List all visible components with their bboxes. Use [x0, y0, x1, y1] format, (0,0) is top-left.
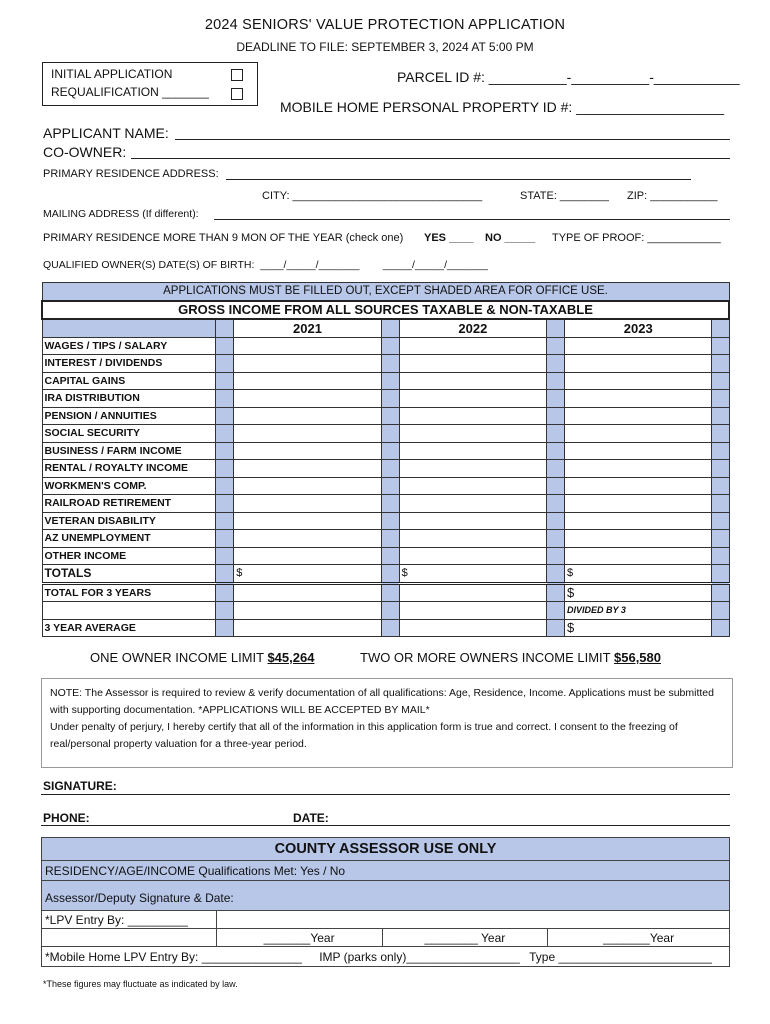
note-requirements: NOTE: The Assessor is required to review & verify documentation of all qualifications: Age, Residence, Income. Applications must be submitted with supporting documentation. *APPLICATIONS WILL BE ACCEPTED BY MAIL* [50, 687, 714, 716]
one-owner-limit-value: $45,264 [267, 650, 315, 665]
income-cell-2022[interactable] [399, 512, 546, 530]
year-2021-header: 2021 [234, 319, 381, 337]
mobile-home-id-field[interactable]: MOBILE HOME PERSONAL PROPERTY ID #: ___________________ [280, 99, 725, 115]
proof-type-field[interactable]: TYPE OF PROOF: ____________ [552, 232, 721, 244]
income-cell-2023[interactable] [565, 512, 712, 530]
income-row-label: VETERAN DISABILITY [42, 512, 216, 530]
income-row [42, 425, 729, 443]
three-year-average-label: 3 YEAR AVERAGE [42, 619, 216, 637]
income-cell-2023[interactable] [565, 355, 712, 373]
one-owner-limit-label: ONE OWNER INCOME LIMIT [90, 650, 264, 665]
year-field-3[interactable]: _______Year [548, 929, 730, 947]
office-use-notice: APPLICATIONS MUST BE FILLED OUT, EXCEPT SHADED AREA FOR OFFICE USE. [42, 283, 729, 301]
mobile-home-lpv-row [42, 947, 730, 967]
phone-label: PHONE: [43, 811, 90, 825]
income-cell-2022[interactable] [399, 530, 546, 548]
income-row [42, 530, 729, 548]
phone-date-line[interactable] [41, 825, 730, 826]
divided-by-three-label: DIVIDED BY 3 [565, 602, 712, 620]
co-owner-line[interactable] [131, 158, 730, 159]
total-2022-cell[interactable]: $ [399, 565, 546, 584]
date-of-birth-fields[interactable]: QUALIFIED OWNER(S) DATE(S) OF BIRTH: ____/_____/_______ _____/_____/_______ [43, 259, 488, 271]
income-row [42, 390, 729, 408]
income-row-label: SOCIAL SECURITY [42, 425, 216, 443]
mobile-home-lpv-entry[interactable]: *Mobile Home LPV Entry By: _______________ [45, 949, 302, 964]
total-three-years-cell[interactable]: $ [565, 583, 712, 602]
year-2022-header: 2022 [399, 319, 546, 337]
income-cell-2022[interactable] [399, 372, 546, 390]
income-row [42, 547, 729, 565]
mailing-address-line[interactable] [214, 219, 730, 220]
income-cell-2022[interactable] [399, 355, 546, 373]
income-row-label: RAILROAD RETIREMENT [42, 495, 216, 513]
income-cell-2023[interactable] [565, 407, 712, 425]
income-row-label: IRA DISTRIBUTION [42, 390, 216, 408]
residence-months-label: PRIMARY RESIDENCE MORE THAN 9 MON OF THE YEAR (check one) [43, 232, 404, 244]
date-label: DATE: [293, 811, 329, 825]
income-cell-2022[interactable] [399, 547, 546, 565]
assessor-note [41, 678, 733, 768]
year-field-2[interactable]: ________ Year [382, 929, 548, 947]
parcel-id-field[interactable]: PARCEL ID #: __________-__________-___________ [397, 69, 740, 85]
deadline-text: DEADLINE TO FILE: SEPTEMBER 3, 2024 AT 5:00 PM [236, 40, 534, 54]
income-row-label: BUSINESS / FARM INCOME [42, 442, 216, 460]
income-cell-2023[interactable] [565, 337, 712, 355]
county-assessor-heading: COUNTY ASSESSOR USE ONLY [42, 838, 730, 861]
income-cell-2023[interactable] [565, 372, 712, 390]
applicant-name-line[interactable] [175, 139, 730, 140]
income-cell-2022[interactable] [399, 390, 546, 408]
income-cell-2021[interactable] [234, 425, 381, 443]
income-cell-2021[interactable] [234, 512, 381, 530]
income-row-label: INTEREST / DIVIDENDS [42, 355, 216, 373]
income-row [42, 477, 729, 495]
income-row [42, 337, 729, 355]
income-cell-2021[interactable] [234, 390, 381, 408]
income-row-label: WORKMEN'S COMP. [42, 477, 216, 495]
county-assessor-table [41, 837, 730, 967]
year-field-1[interactable]: _______Year [216, 929, 382, 947]
income-cell-2022[interactable] [399, 442, 546, 460]
income-cell-2023[interactable] [565, 390, 712, 408]
total-2021-cell[interactable]: $ [234, 565, 381, 584]
income-cell-2023[interactable] [565, 530, 712, 548]
three-year-average-cell[interactable]: $ [565, 619, 712, 637]
imp-parks-only[interactable]: IMP (parks only)_________________ [319, 949, 520, 964]
income-cell-2023[interactable] [565, 495, 712, 513]
income-row-label: AZ UNEMPLOYMENT [42, 530, 216, 548]
income-cell-2021[interactable] [234, 372, 381, 390]
city-field[interactable]: CITY: _______________________________ [262, 190, 483, 202]
signature-line[interactable] [41, 794, 730, 795]
income-row-label: RENTAL / ROYALTY INCOME [42, 460, 216, 478]
applicant-name-label: APPLICANT NAME: [43, 125, 169, 141]
income-cell-2022[interactable] [399, 425, 546, 443]
income-row-label: PENSION / ANNUITIES [42, 407, 216, 425]
year-2023-header: 2023 [565, 319, 712, 337]
lpv-entry-by[interactable]: *LPV Entry By: _________ [42, 911, 217, 929]
income-row-label: CAPITAL GAINS [42, 372, 216, 390]
two-owner-limit [360, 650, 661, 665]
total-2023-cell[interactable]: $ [565, 565, 712, 584]
income-cell-2023[interactable] [565, 460, 712, 478]
initial-application-checkbox[interactable] [231, 69, 243, 81]
income-cell-2021[interactable] [234, 547, 381, 565]
income-row [42, 512, 729, 530]
income-cell-2021[interactable] [234, 495, 381, 513]
income-cell-2021[interactable] [234, 460, 381, 478]
one-owner-limit [90, 650, 314, 665]
income-cell-2021[interactable] [234, 530, 381, 548]
income-cell-2023[interactable] [565, 477, 712, 495]
mailing-address-label: MAILING ADDRESS (If different): [43, 208, 199, 220]
two-owner-limit-value: $56,580 [614, 650, 661, 665]
type-field[interactable]: Type _______________________ [529, 949, 712, 964]
note-perjury: Under penalty of perjury, I hereby certify that all of the information in this application form is true and correct. I consent to the freezing of real/personal property valuation for a three-year period. [50, 721, 678, 750]
income-cell-2021[interactable] [234, 355, 381, 373]
income-row [42, 355, 729, 373]
income-row-label: WAGES / TIPS / SALARY [42, 337, 216, 355]
primary-address-label: PRIMARY RESIDENCE ADDRESS: [43, 168, 219, 180]
income-row [42, 407, 729, 425]
primary-address-line[interactable] [226, 179, 691, 180]
income-cell-2021[interactable] [234, 477, 381, 495]
income-cell-2023[interactable] [565, 442, 712, 460]
income-row [42, 460, 729, 478]
assessor-signature[interactable]: Assessor/Deputy Signature & Date: [42, 881, 730, 911]
zip-field[interactable]: ZIP: ___________ [627, 190, 718, 202]
residence-no-option[interactable]: NO _____ [485, 232, 536, 244]
total-three-years-label: TOTAL FOR 3 YEARS [42, 583, 216, 602]
requalification-label: REQUALIFICATION _______ [51, 85, 209, 99]
income-row [42, 442, 729, 460]
income-cell-2021[interactable] [234, 337, 381, 355]
state-field[interactable]: STATE: ________ [520, 190, 609, 202]
gross-income-heading: GROSS INCOME FROM ALL SOURCES TAXABLE & NON-TAXABLE [42, 301, 729, 320]
totals-label: TOTALS [42, 565, 216, 584]
form-title: 2024 SENIORS' VALUE PROTECTION APPLICATION [204, 17, 566, 33]
income-cell-2022[interactable] [399, 460, 546, 478]
qualifications-met[interactable]: RESIDENCY/AGE/INCOME Qualifications Met: Yes / No [42, 861, 730, 881]
income-row-label: OTHER INCOME [42, 547, 216, 565]
signature-label: SIGNATURE: [43, 779, 117, 793]
income-cell-2023[interactable] [565, 547, 712, 565]
requalification-checkbox[interactable] [231, 88, 243, 100]
income-cell-2022[interactable] [399, 337, 546, 355]
co-owner-label: CO-OWNER: [43, 144, 127, 160]
income-cell-2023[interactable] [565, 425, 712, 443]
income-cell-2022[interactable] [399, 495, 546, 513]
income-cell-2021[interactable] [234, 407, 381, 425]
initial-application-label: INITIAL APPLICATION [51, 67, 173, 81]
two-owner-limit-label: TWO OR MORE OWNERS INCOME LIMIT [360, 650, 611, 665]
income-cell-2021[interactable] [234, 442, 381, 460]
income-table [41, 282, 730, 637]
footnote: *These figures may fluctuate as indicated by law. [43, 979, 238, 989]
income-row [42, 372, 729, 390]
income-cell-2022[interactable] [399, 477, 546, 495]
income-row [42, 495, 729, 513]
income-cell-2022[interactable] [399, 407, 546, 425]
residence-yes-option[interactable]: YES ____ [424, 232, 474, 244]
application-type-box [42, 62, 258, 106]
